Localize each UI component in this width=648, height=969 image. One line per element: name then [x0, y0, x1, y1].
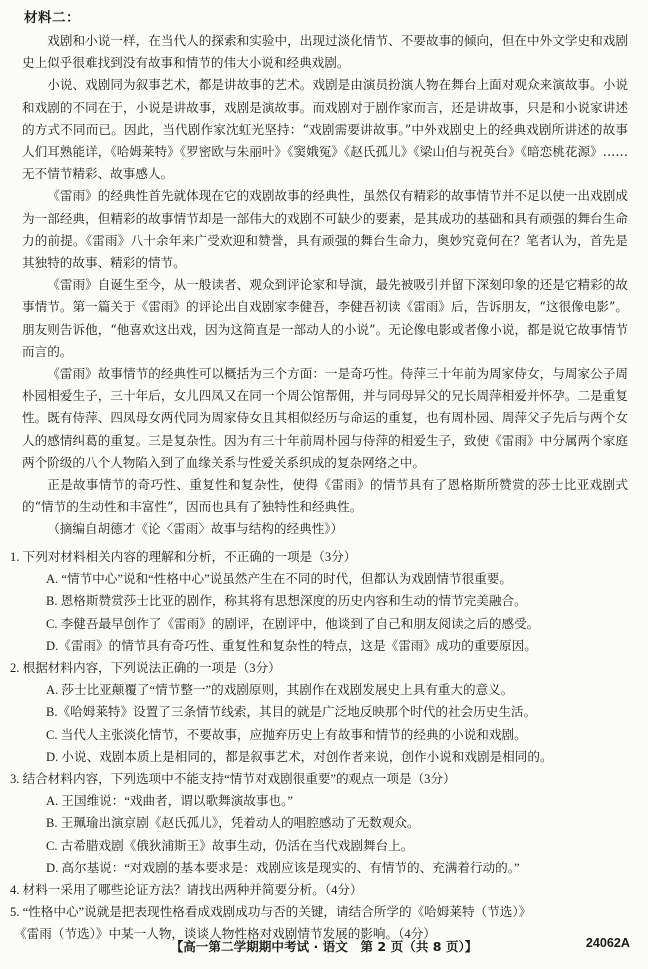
- question-3-option-b: B. 王珮瑜出演京剧《赵氏孤儿》，凭着动人的唱腔感动了无数观众。: [46, 816, 420, 831]
- question-1-option-a: A. “情节中心”说和“性格中心”说虽然产生在不同的时代，但都认为戏剧情节很重要。: [46, 572, 512, 587]
- question-2-stem: 2. 根据材料内容，下列说法正确的一项是（3分）: [10, 661, 281, 676]
- material-body: [22, 30, 628, 541]
- material-source: （摘编自胡德才《论〈雷雨〉故事与结构的经典性》）: [47, 521, 344, 537]
- material-paragraph: 《雷雨》故事情节的经典性可以概括为三个方面：一是奇巧性。侍萍三十年前为周家侍女，与周家公子周朴园相爱生子，三十年后，女儿四凤又在同一个周公馆帮佣，并与同母异父的兄长周萍相爱并怀孕。二是重复性。既有侍萍、四凤母女两代同为周家侍女且其相似经历与命运的重复，也有周朴园、周萍父子先后与两个女人的感情纠葛的重复。三是复杂性。因为有三十年前周朴园与侍萍的相爱生子，致使《雷雨》中分属两个家庭两个阶级的八个人物陷入到了血缘关系与性爱关系织成的复杂网络之中。: [22, 366, 628, 470]
- question-4-stem: 4. 材料一采用了哪些论证方法？请找出两种并简要分析。（4分）: [10, 883, 363, 898]
- question-5-stem: 5. “性格中心”说就是把表现性格看成戏剧成功与否的关键，请结合所学的《哈姆莱特（节选）》: [10, 905, 532, 920]
- question-1-stem: 1. 下列对材料相关内容的理解和分析，不正确的一项是（3分）: [10, 550, 357, 564]
- material-paragraph: 《雷雨》的经典性首先就体现在它的戏剧故事的经典性，虽然仅有精彩的故事情节并不足以使一出戏剧成为一部经典，但精彩的故事情节却是一部伟大的戏剧不可缺少的要素，是其成功的基础和具有顽强的舞台生命力的前提。《雷雨》八十余年来广受欢迎和赞誉，具有顽强的舞台生命力，奥妙究竟何在？笔者认为，首先是其独特的故事、精彩的情节。: [22, 188, 628, 271]
- question-1-option-c: C. 李健吾最早创作了《雷雨》的剧评，在剧评中，他谈到了自己和朋友阅读之后的感受。: [46, 616, 540, 631]
- material-paragraph: 小说、戏剧同为叙事艺术，都是讲故事的艺术。戏剧是由演员扮演人物在舞台上面对观众来演故事。小说和戏剧的不同在于，小说是讲故事，戏剧是演故事。而戏剧对于剧作家而言，还是讲故事，只是和小说家讲述的方式不同而已。因此，当代剧作家沈虹光坚持：“戏剧需要讲故事。”中外戏剧史上的经典戏剧所讲述的故事人们耳熟能详，《哈姆莱特》《罗密欧与朱丽叶》《窦娥冤》《赵氏孤儿》《梁山伯与祝英台》《暗恋桃花源》……无不情节精彩、故事感人。: [22, 77, 628, 182]
- question-2-option-c: C. 当代人主张淡化情节，不要故事，应抛弃历史上有故事和情节的经典的小说和戏剧。: [46, 727, 527, 742]
- question-2-option-d: D. 小说、戏剧本质上是相同的，都是叙事艺术，对创作者来说，创作小说和戏剧是相同的。: [46, 749, 553, 764]
- page-footer: [0, 934, 648, 958]
- question-3-option-d: D. 高尔基说：“对戏剧的基本要求是：戏剧应该是现实的、有情节的、充满着行动的。”: [46, 860, 520, 875]
- question-2-option-b: B.《哈姆莱特》设置了三条情节线索，其目的就是广泛地反映那个时代的社会历史生活。: [46, 705, 537, 720]
- question-3-stem: 3. 结合材料内容，下列选项中不能支持“情节对戏剧很重要”的观点一项是（3分）: [10, 772, 456, 787]
- footer-code: 24062A: [585, 936, 630, 950]
- question-1-option-d: D.《雷雨》的情节具有奇巧性、重复性和复杂性的特点，这是《雷雨》成功的重要原因。: [46, 638, 537, 653]
- question-list: [10, 546, 630, 946]
- material-paragraph: 《雷雨》自诞生至今，从一般读者、观众到评论家和导演，最先被吸引并留下深刻印象的还是它精彩的故事情节。第一篇关于《雷雨》的评论出自戏剧家李健吾，李健吾初读《雷雨》后，告诉朋友，“这很像电影”。朋友则告诉他，“他喜欢这出戏，因为这简直是一部动人的小说”。无论像电影或者像小说，都是说它故事情节而言的。: [22, 277, 628, 359]
- question-3-option-c: C. 古希腊戏剧《俄狄浦斯王》故事生动，仍活在当代戏剧舞台上。: [46, 838, 414, 853]
- material-paragraph: 戏剧和小说一样，在当代人的探索和实验中，出现过淡化情节、不要故事的倾向，但在中外文学史和戏剧史上似乎很难找到没有故事和情节的伟大小说和经典戏剧。: [22, 33, 628, 71]
- question-2-option-a: A. 莎士比亚颠覆了“情节整一”的戏剧原则，其剧作在戏剧发展史上具有重大的意义。: [46, 683, 514, 698]
- footer-title: 【高一第二学期期中考试 · 语文 第 2 页（共 8 页）】: [170, 939, 478, 954]
- material-paragraph: 正是故事情节的奇巧性、重复性和复杂性，使得《雷雨》的情节具有了恩格斯所赞赏的莎士比亚戏剧式的“情节的生动性和丰富性”，因而也具有了独特性和经典性。: [22, 477, 628, 515]
- material-heading: 材料二：: [24, 10, 80, 26]
- question-1-option-b: B. 恩格斯赞赏莎士比亚的剧作，称其将有思想深度的历史内容和生动的情节完美融合。: [46, 594, 527, 609]
- question-3-option-a: A. 王国维说：“戏曲者，谓以歌舞演故事也。”: [46, 794, 293, 809]
- question-5-continuation: 《雷雨（节选）》中某一人物，谈谈人物性格对戏剧情节发展的影响。（4分）: [14, 927, 436, 942]
